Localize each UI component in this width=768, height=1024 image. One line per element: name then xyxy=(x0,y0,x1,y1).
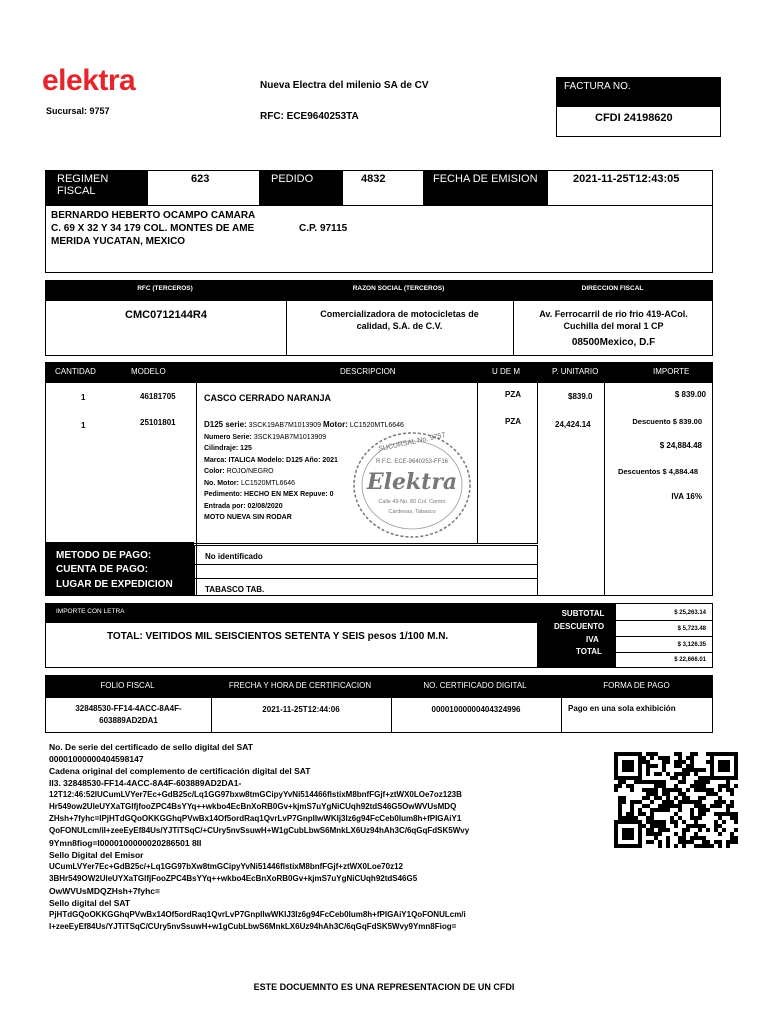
moto-serie-label: D125 serie: xyxy=(204,420,247,429)
regimen-label-cell xyxy=(46,171,148,205)
footer-line: Hr549ow2UleUYXaTGlfjfooZPC4BsYYq++wkbo4EcBnXoRB0Gv+kjmS7uYgNiCUqh92tdS46G5OwWVUsMDQ xyxy=(49,802,457,811)
footer-line: 9Ymn8fiog=I0000100000020286501 8II xyxy=(49,838,202,848)
fecha-label: FECHA DE EMISION xyxy=(433,173,538,185)
terceros-razon-label: RAZON SOCIAL (TERCEROS) xyxy=(352,285,445,292)
moto-nomotor-label: No. Motor: xyxy=(204,479,239,487)
letra-label: IMPORTE CON LETRA xyxy=(56,608,125,615)
moto-entrada: Entrada por: 02/08/2020 xyxy=(204,502,283,510)
moto-numserie-label: Numero Serie: xyxy=(204,433,252,441)
footer-line: No. De serie del certificado de sello digital del SAT xyxy=(49,742,253,752)
footer-line: ZHsh+7fyhc=IPjHTdGQoOKKGGhqPVwBx14Of5ordRaq1QvrLvP7GnpIlwWKIj3Iz6g94FcCeb0Ium8h+fPIGAiY1 xyxy=(49,814,462,823)
footer-line: Sello digital del SAT xyxy=(49,898,131,908)
descuento-value: $ 5,723.48 xyxy=(677,626,706,632)
moto-nota: MOTO NUEVA SIN RODAR xyxy=(204,514,292,521)
footer-text-block xyxy=(49,741,569,933)
table-row-2-cantidad: 1 xyxy=(81,421,86,430)
table-row-1-cantidad: 1 xyxy=(81,393,86,402)
items-header xyxy=(45,362,713,382)
terceros-razon-line2: calidad, S.A. de C.V. xyxy=(356,321,443,331)
moto-pedimento: Pedimento: HECHO EN MEX Repuve: 0 xyxy=(204,491,334,498)
col-descripcion: DESCRIPCION xyxy=(340,367,396,376)
col-cantidad: CANTIDAD xyxy=(55,367,96,376)
client-cp: C.P. 97115 xyxy=(299,223,348,234)
letra-total: TOTAL: VEITIDOS MIL SEISCIENTOS SETENTA Y SEIS pesos 1/100 M.N. xyxy=(107,631,449,642)
moto-color-value: ROJO/NEGRO xyxy=(226,468,274,475)
sucursal-stamp xyxy=(351,429,473,541)
regimen-value: 623 xyxy=(191,173,210,185)
terceros-rfc-label: RFC (TERCEROS) xyxy=(137,285,193,292)
metodo-pago-label: METODO DE PAGO: xyxy=(56,550,152,561)
letra-header xyxy=(45,603,538,622)
bottom-note: ESTE DOCUEMNTO ES UNA REPRESENTACION DE UN CFDI xyxy=(253,982,515,992)
terceros-rfc-value: CMC0712144R4 xyxy=(125,309,207,321)
factura-value-box xyxy=(556,106,721,137)
sucursal-label: Sucursal: 9757 xyxy=(46,106,110,116)
pedido-value: 4832 xyxy=(361,173,386,185)
col-modelo: MODELO xyxy=(131,367,166,376)
iva-value: $ 3,126.35 xyxy=(677,642,706,648)
pedido-label-cell xyxy=(259,171,343,205)
folio-fiscal-line1: 32848530-FF14-4ACC-8A4F- xyxy=(75,704,182,713)
importe-descuentos: Descuentos $ 4,884.48 xyxy=(617,467,698,476)
col-udem: U DE M xyxy=(492,367,520,376)
terceros-dir-line3: 08500Mexico, D.F xyxy=(571,337,656,348)
terceros-values xyxy=(45,300,713,356)
totals-values xyxy=(615,603,713,668)
descuento-label: DESCUENTO xyxy=(554,622,605,631)
cert-header xyxy=(45,675,713,697)
fecha-value: 2021-11-25T12:43:05 xyxy=(573,173,680,185)
stamp-rfc: R.F.C. ECE-9640253-FF16 xyxy=(375,459,449,465)
table-row-2-punitario: 24,424.14 xyxy=(555,420,591,429)
terceros-dir-label: DIRECCION FISCAL xyxy=(581,285,644,292)
table-row-1-modelo: 46181705 xyxy=(140,392,176,401)
forma-pago-value: Pago en una sola exhibición xyxy=(568,704,676,713)
forma-pago-label: FORMA DE PAGO xyxy=(603,681,670,690)
moto-numserie-value: 3SCK19AB7M1013909 xyxy=(253,433,327,441)
client-name: BERNARDO HEBERTO OCAMPO CAMARA xyxy=(51,210,256,221)
letra-box xyxy=(45,622,538,668)
footer-line: OwWVUsMDQZHsh+7fyhc= xyxy=(49,886,160,896)
factura-label-box xyxy=(556,77,721,107)
stamp-top: SUCURSAL No. 9757 xyxy=(377,431,447,454)
lugar-expedicion-label: LUGAR DE EXPEDICION xyxy=(56,579,173,590)
iva-label: IVA xyxy=(586,635,599,644)
totals-labels xyxy=(538,603,615,668)
moto-motor-value: LC1520MTL6646 xyxy=(349,422,404,429)
footer-line: II3. 32848530-FF14-4ACC-8A4F-603889AD2DA1- xyxy=(49,778,242,788)
client-address: C. 69 X 32 Y 34 179 COL. MONTES DE AME xyxy=(51,223,255,234)
no-cert-value: 00001000000404324996 xyxy=(431,705,521,714)
cert-values xyxy=(45,697,713,733)
table-row-2-udem: PZA xyxy=(505,417,521,426)
subtotal-label: SUBTOTAL xyxy=(561,609,605,618)
lugar-expedicion-value: TABASCO TAB. xyxy=(205,585,265,594)
table-row-1-descripcion: CASCO CERRADO NARANJA xyxy=(204,393,332,403)
importe-iva: IVA 16% xyxy=(671,492,702,501)
footer-line: 3BHr549OW2UleUYXaTGlfjFooZPC4BsYYq++wkbo4EcBnXoRB0Gv+kjmS7uYgNiCUqh92tdS46G5 xyxy=(49,874,418,883)
pedido-label: PEDIDO xyxy=(271,173,314,185)
terceros-dir-line2: Cuchilla del moral 1 CP xyxy=(563,321,664,331)
footer-line: PjHTdGQoOKKGGhqPVwBx14Of5ordRaq1QvrLvP7GnpIlwWKIJ3Iz6g94FcCeb0Ium8h+fPIGAiY1QoFONULcm/i xyxy=(49,910,466,919)
no-cert-label: NO. CERTIFICADO DIGITAL xyxy=(423,681,527,690)
client-box xyxy=(45,205,713,273)
terceros-header xyxy=(45,280,713,300)
moto-marca: Marca: ITALICA Modelo: D125 Año: 2021 xyxy=(204,456,338,464)
footer-line: Cadena original del complemento de certificación digital del SAT xyxy=(49,766,311,776)
stamp-addr2: Cárdenas, Tabasco xyxy=(388,509,436,515)
fecha-cert-value: 2021-11-25T12:44:06 xyxy=(262,705,340,714)
table-row-1-punitario: $839.0 xyxy=(568,392,593,401)
moto-color-label: Color: xyxy=(204,468,225,475)
footer-line: QoFONULcm/iI+zeeEyEf84Us/YJTiTSqC/+CUry5nvSsuwH+W1gCubLbwS6MnkLX6Uz94hAh3C/6qGqFdSK5Wvy xyxy=(49,826,470,835)
footer-line: UCumLVYer7Ec+GdB25c/+Lq1GG97bXw8tmGCipyYvNi51446flstixM8bnfFGjf+ztWX0Loe70z12 xyxy=(49,862,403,871)
company-logo: elektra xyxy=(42,64,136,97)
folio-fiscal-label: FOLIO FISCAL xyxy=(100,681,155,690)
terceros-razon-line1: Comercializadora de motocicletas de xyxy=(320,309,479,319)
footer-line: I+zeeEyEf84Us/YJTiTSqC/CUry5nvSsuwH+w1gCubLbwS6MnkLX6Uz94hAh3C/6qGqFdSK5Wvy9Ymn8Fiog= xyxy=(49,922,457,931)
moto-motor-label: Motor: xyxy=(323,420,348,429)
cuenta-pago-label: CUENTA DE PAGO: xyxy=(56,564,149,575)
table-row-1-importe: $ 839.00 xyxy=(674,390,706,399)
company-name: Nueva Electra del milenio SA de CV xyxy=(260,80,429,91)
qr-code-icon xyxy=(614,752,738,848)
moto-nomotor-value: LC1520MTL6646 xyxy=(240,479,296,487)
col-punitario: P. UNITARIO xyxy=(552,367,599,376)
footer-line: 12T12:46:52IUCumLVYer7Ec+GdB25c/Lq1GG97bxw8tmGCipyYvNi514466flstixM8bnfFGjf+ztWX0LOe7oz123B xyxy=(49,790,462,799)
terceros-dir-line1: Av. Ferrocarril de rio frio 419-ACol. xyxy=(539,309,688,319)
regimen-label: REGIMEN FISCAL xyxy=(57,173,109,197)
payment-values xyxy=(194,545,538,596)
footer-line: Sello Digital del Emisor xyxy=(49,850,144,860)
stamp-brand: Elektra xyxy=(366,469,458,495)
col-importe: IMPORTE xyxy=(653,367,690,376)
table-row-1-udem: PZA xyxy=(505,390,521,399)
info-bar xyxy=(45,170,713,206)
payment-labels xyxy=(45,542,194,596)
factura-value: CFDI 24198620 xyxy=(595,112,673,124)
subtotal-value: $ 25,263.14 xyxy=(674,610,706,616)
importe-descuento1: Descuento $ 839.00 xyxy=(632,417,702,426)
total-value: $ 22,666.01 xyxy=(674,657,706,663)
client-city: MERIDA YUCATAN, MEXICO xyxy=(51,236,186,247)
folio-fiscal-line2: 603889AD2DA1 xyxy=(99,716,158,725)
metodo-pago-value: No identificado xyxy=(205,552,263,561)
fecha-cert-label: FRECHA Y HORA DE CERTIFICACION xyxy=(228,681,372,690)
moto-cilindraje: Cilindraje: 125 xyxy=(204,445,252,452)
footer-line: 00001000000404598147 xyxy=(49,754,144,764)
stamp-addr1: Calle 49 No. 80 Col. Centro xyxy=(378,499,446,505)
importe-subtotal-line: $ 24,884.48 xyxy=(659,441,702,450)
total-label: TOTAL xyxy=(576,647,602,656)
fecha-label-cell xyxy=(423,171,548,205)
company-rfc: RFC: ECE9640253TA xyxy=(260,111,359,122)
table-row-2-modelo: 25101801 xyxy=(140,418,176,427)
factura-label: FACTURA NO. xyxy=(564,81,631,92)
moto-serie-value: 3SCK19AB7M1013909 xyxy=(248,422,322,429)
